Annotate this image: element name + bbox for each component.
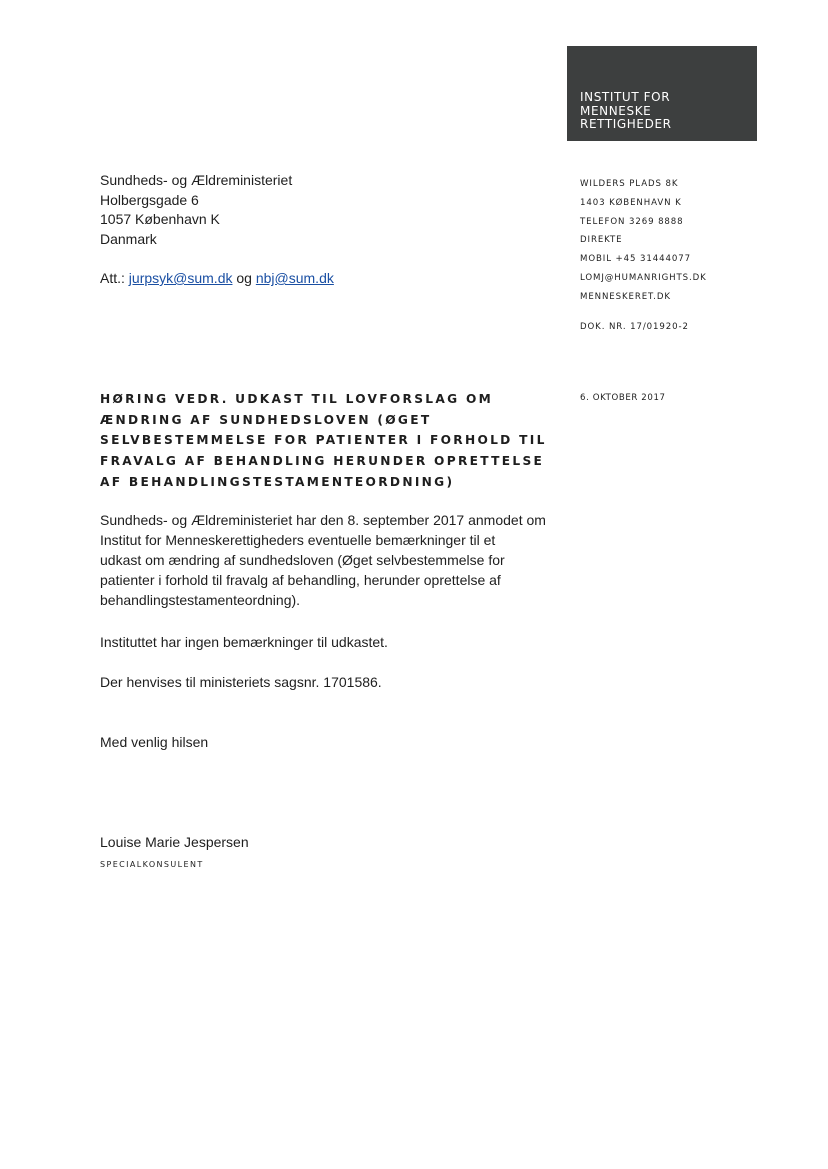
recipient-line: Danmark [100, 230, 157, 247]
subject-line: FRAVALG AF BEHANDLING HERUNDER OPRETTELSE [100, 454, 545, 469]
sender-line: WILDERS PLADS 8K [580, 179, 679, 189]
logo-text [580, 91, 672, 132]
logo-line: RETTIGHEDER [580, 117, 672, 131]
body-paragraph-3: Der henvises til ministeriets sagsnr. 1701586. [100, 674, 382, 690]
body-paragraph-1 [100, 510, 570, 610]
sender-line: MENNESKERET.DK [580, 291, 671, 302]
sender-line: TELEFON 3269 8888 [580, 216, 684, 227]
sender-line: 1403 KØBENHAVN K [580, 197, 682, 208]
closing-greeting: Med venlig hilsen [100, 734, 209, 750]
body-paragraph-2: Instituttet har ingen bemærkninger til udkastet. [100, 634, 388, 650]
subject-line: ÆNDRING AF SUNDHEDSLOVEN (ØGET [100, 412, 432, 427]
signer-title: SPECIALKONSULENT [100, 860, 204, 869]
letter-date: 6. OKTOBER 2017 [580, 393, 666, 403]
email-link-nbj[interactable]: nbj@sum.dk [255, 270, 334, 286]
email-link-jurpsyk[interactable]: jurpsyk@sum.dk [128, 270, 233, 286]
body-line: behandlingstestamenteordning). [100, 592, 301, 608]
institute-logo [567, 46, 757, 141]
subject-line: HØRING VEDR. UDKAST TIL LOVFORSLAG OM [100, 392, 494, 406]
logo-line: MENNESKE [580, 103, 652, 118]
recipient-line: Holbergsgade 6 [100, 191, 199, 208]
att-joiner: og [236, 270, 252, 286]
body-line: Sundheds- og Ældreministeriet har den 8. september 2017 anmodet om [100, 512, 546, 528]
letter-body [100, 510, 570, 610]
signer-name: Louise Marie Jespersen [100, 834, 249, 850]
scan-artifact [452, 110, 474, 112]
sender-line: LOMJ@HUMANRIGHTS.DK [580, 272, 707, 283]
subject-line: AF BEHANDLINGSTESTAMENTEORDNING) [100, 474, 455, 489]
sender-line: DIREKTE [580, 235, 623, 246]
recipient-line: 1057 København K [100, 211, 220, 227]
subject-line: SELVBESTEMMELSE FOR PATIENTER I FORHOLD TIL [100, 433, 547, 448]
letter-subject [100, 389, 560, 493]
recipient-address [100, 171, 292, 249]
recipient-line: Sundheds- og Ældreministeriet [100, 172, 293, 188]
logo-line: INSTITUT FOR [580, 90, 671, 104]
attention-line [100, 269, 334, 289]
document-number: DOK. NR. 17/01920-2 [580, 322, 689, 332]
body-line: Institut for Menneskerettigheders eventuelle bemærkninger til et [100, 532, 496, 548]
body-line: udkast om ændring af sundhedsloven (Øget selvbestemmelse for [100, 552, 505, 568]
body-line: patienter i forhold til fravalg af behandling, herunder oprettelse af [100, 572, 501, 588]
sender-contact-info [580, 175, 707, 307]
sender-line: MOBIL +45 31444077 [580, 254, 691, 265]
att-prefix: Att.: [100, 270, 125, 286]
